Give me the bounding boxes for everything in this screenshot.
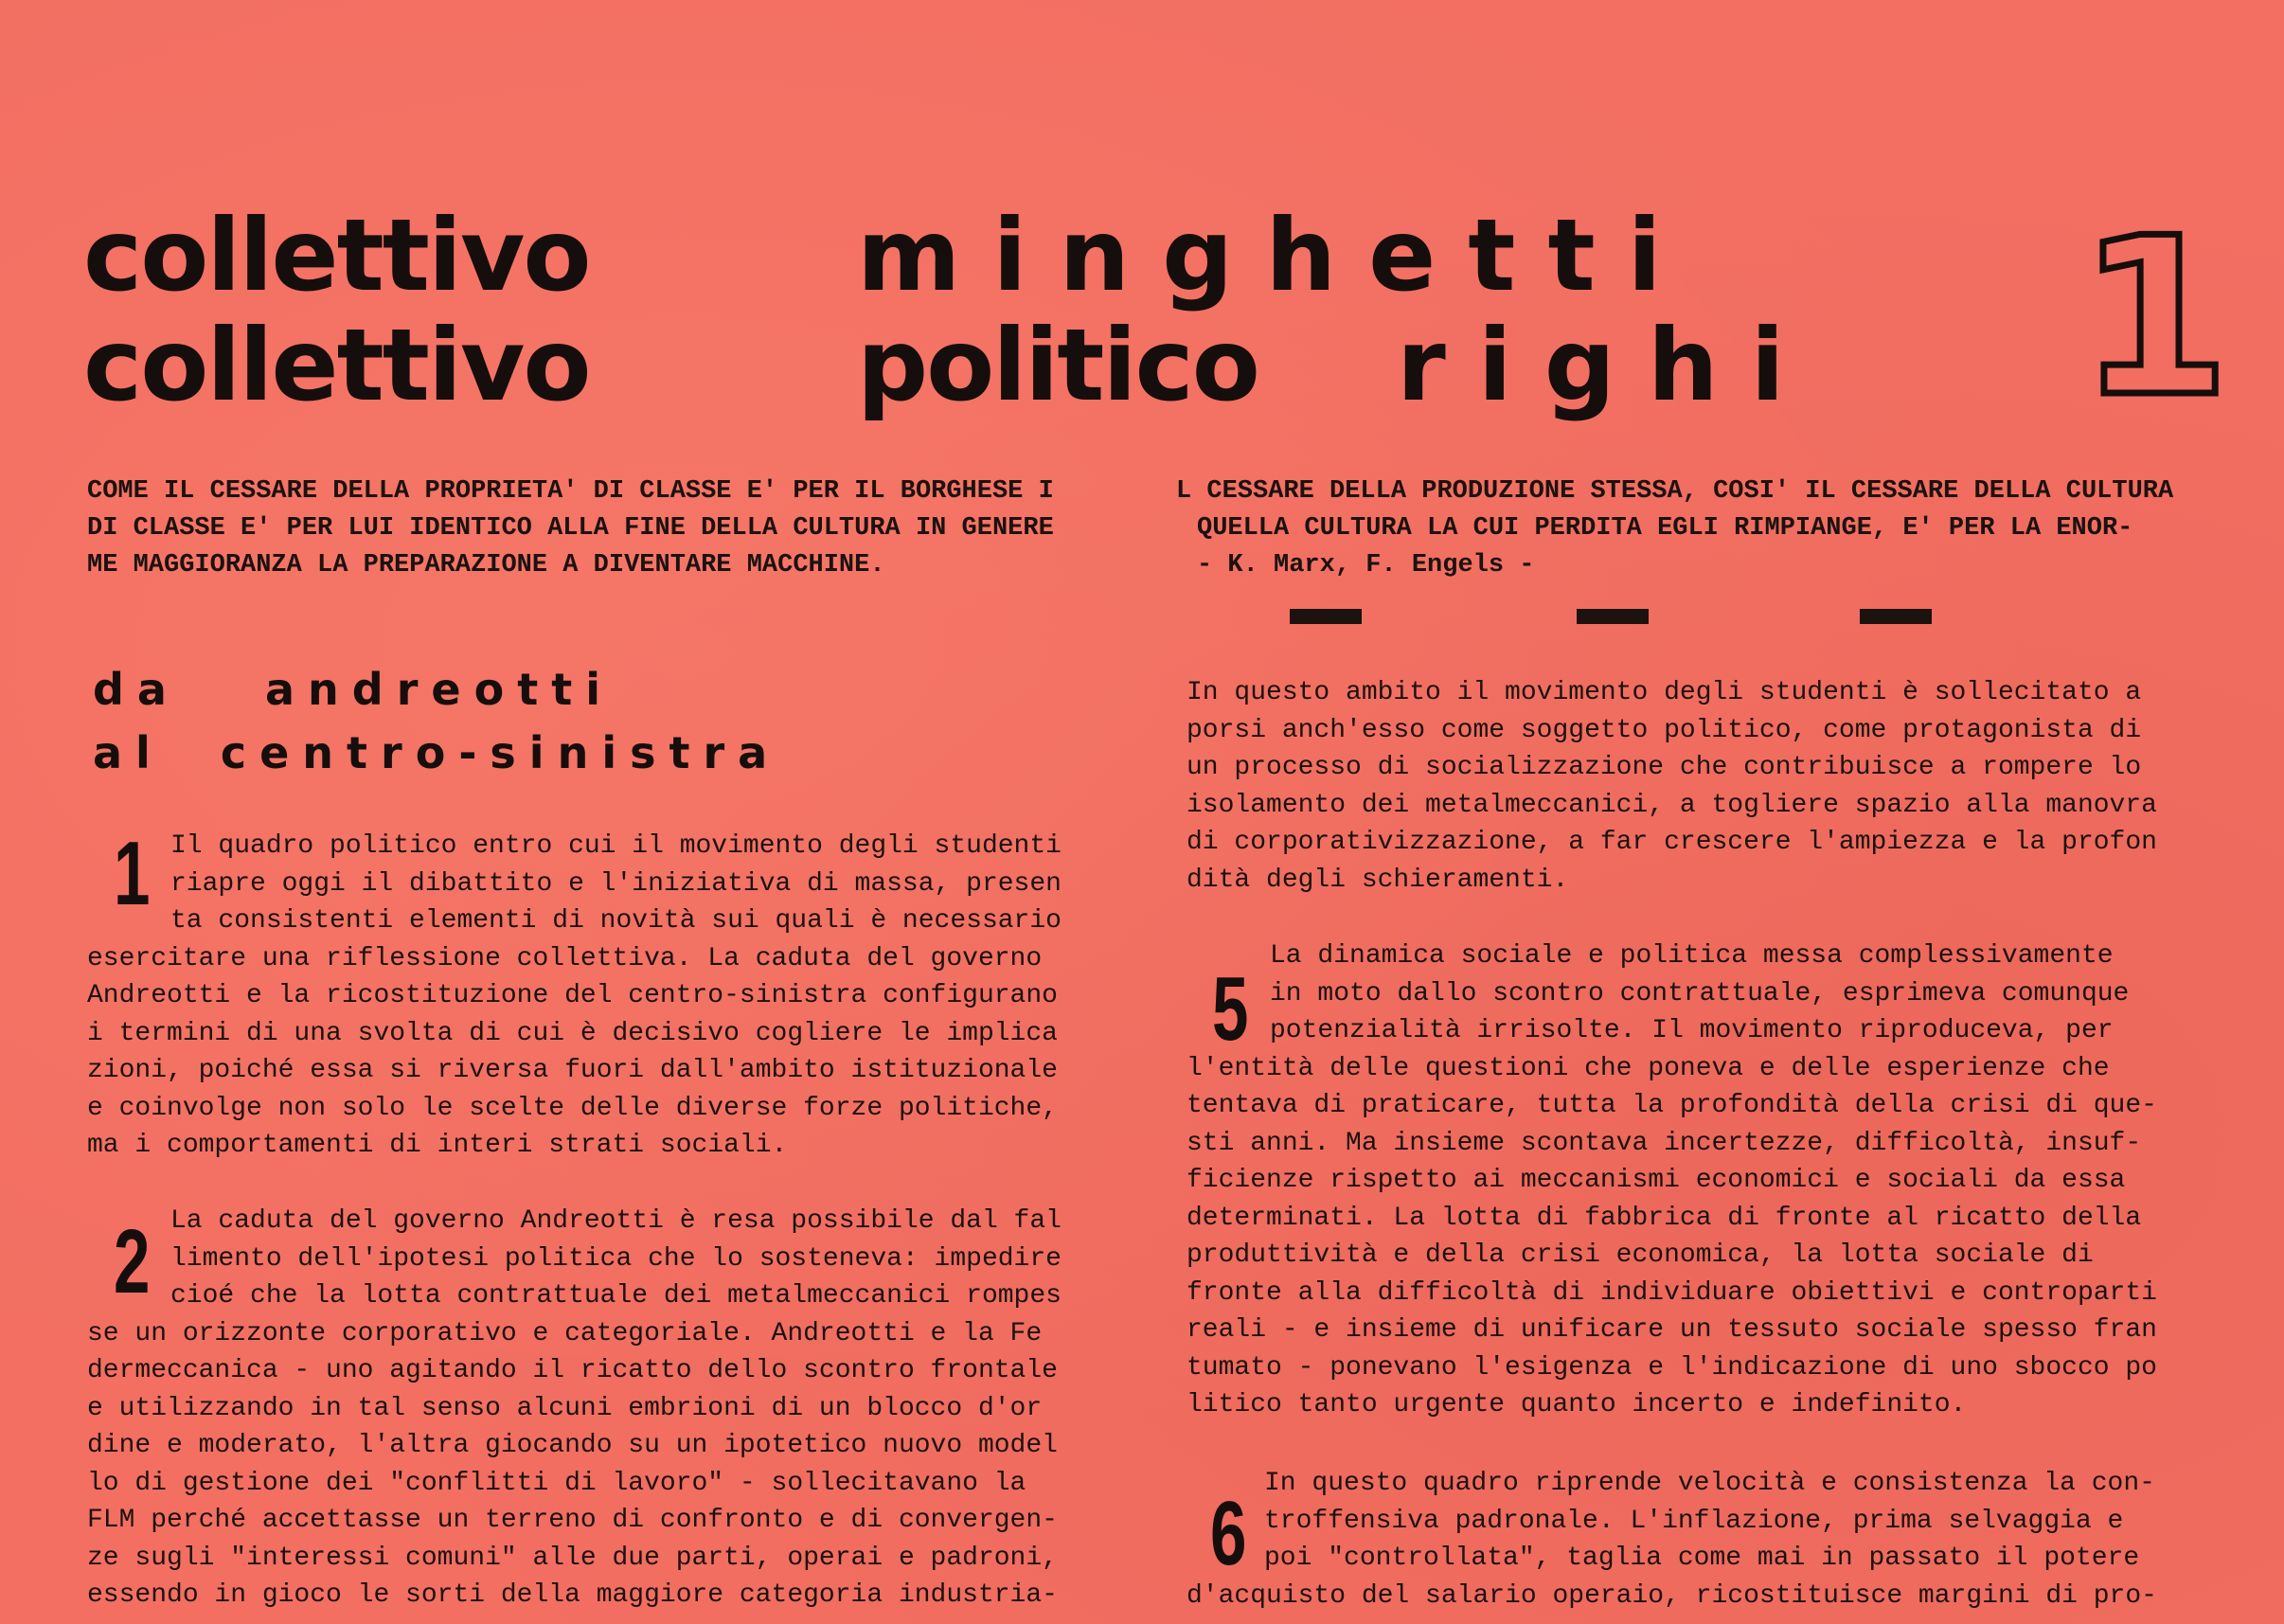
text-line: tumato - ponevano l'esigenza e l'indicazione di uno sbocco po	[1187, 1352, 2157, 1383]
section-number: 6	[1210, 1483, 1247, 1584]
epigraph-attribution: - K. Marx, F. Engels -	[1197, 551, 1535, 580]
text-line: poi "controllata", taglia come mai in passato il potere	[1264, 1544, 2140, 1573]
text-line: lo di gestione dei "conflitti di lavoro" - sollecitavano la	[87, 1468, 1026, 1498]
section-number: 2	[114, 1211, 151, 1312]
masthead-minghetti: minghetti	[857, 198, 1694, 313]
text-line: potenzialità irrisolte. Il movimento riproduceva, per	[1270, 1016, 2114, 1045]
text-line: isolamento dei metalmeccanici, a togliere spazio alla manovra	[1187, 790, 2157, 820]
section-1-text	[87, 823, 1110, 1165]
epigraph-line: QUELLA CULTURA LA CUI PERDITA EGLI RIMPIANGE, E' PER LA ENOR-	[1197, 514, 2133, 543]
epigraph-line: ME MAGGIORANZA LA PREPARAZIONE A DIVENTARE MACCHINE.	[87, 551, 885, 580]
text-line: dermeccanica - uno agitando il ricatto dello scontro frontale	[87, 1356, 1058, 1385]
text-line: Andreotti e la ricostituzione del centro-sinistra configurano	[87, 981, 1058, 1010]
text-line: determinati. La lotta di fabbrica di fronte al ricatto della	[1187, 1203, 2142, 1233]
text-line: zioni, poiché essa si riversa fuori dall'ambito istituzionale	[87, 1056, 1058, 1085]
text-line: ma i comportamenti di interi strati sociali.	[87, 1131, 788, 1160]
text-line: dità degli schieramenti.	[1187, 865, 1569, 895]
article-heading-line1: da andreotti	[93, 664, 614, 715]
text-line: di corporativizzazione, a far crescere l'ampiezza e la profon	[1187, 828, 2157, 857]
text-line: i termini di una svolta di cui è decisivo cogliere le implica	[87, 1018, 1058, 1048]
text-line: se un orizzonte corporativo e categoriale. Andreotti e la Fe	[87, 1318, 1043, 1348]
text-line: La caduta del governo Andreotti è resa possibile dal fal	[170, 1206, 1062, 1236]
right-column-intro	[1187, 674, 2257, 899]
text-line: essendo in gioco le sorti della maggiore categoria industria-	[87, 1580, 1058, 1610]
text-line: in moto dallo scontro contrattuale, esprimeva comunque	[1270, 978, 2130, 1008]
masthead-righi: righi	[1397, 308, 1817, 423]
text-line: In questo quadro riprende velocità e consistenza la con-	[1264, 1469, 2155, 1498]
text-line: produttività e della crisi economica, la lotta sociale di	[1187, 1240, 2094, 1270]
text-line: La dinamica sociale e politica messa complessivamente	[1270, 941, 2114, 971]
epigraph-line: DI CLASSE E' PER LUI IDENTICO ALLA FINE DELLA CULTURA IN GENERE	[87, 514, 1054, 543]
issue-number: 1	[2079, 192, 2231, 445]
text-line: litico tanto urgente quanto incerto e indefinito.	[1187, 1390, 1967, 1419]
epigraph-line: COME IL CESSARE DELLA PROPRIETA' DI CLASSE E' PER IL BORGHESE I	[87, 477, 1054, 506]
separator-dash	[1860, 609, 1932, 624]
epigraph-left	[87, 473, 1176, 584]
text-line: limento dell'ipotesi politica che lo sosteneva: impedire	[170, 1243, 1062, 1274]
text-line: esercitare una riflessione collettiva. La caduta del governo	[87, 943, 1043, 973]
text-line: cioé che la lotta contrattuale dei metalmeccanici rompes	[170, 1281, 1062, 1311]
separator-dash	[1290, 609, 1362, 624]
section-number: 5	[1212, 958, 1249, 1060]
text-line: In questo ambito il movimento degli studenti è sollecitato a	[1187, 678, 2142, 707]
text-line: l'entità delle questioni che poneva e delle esperienze che	[1187, 1053, 2110, 1083]
text-line: porsi anch'esso come soggetto politico, come protagonista di	[1187, 715, 2142, 745]
epigraph-right	[1176, 473, 2246, 584]
text-line: e coinvolge non solo le scelte delle diverse forze politiche,	[87, 1093, 1058, 1123]
section-6-text	[1187, 1465, 2257, 1615]
section-5-text	[1187, 937, 2257, 1424]
text-line: dine e moderato, l'altra giocando su un ipotetico nuovo model	[87, 1431, 1058, 1460]
article-heading-line2: al centro-sinistra	[93, 727, 781, 778]
text-line: Il quadro politico entro cui il movimento degli studenti	[170, 831, 1062, 861]
section-2-text	[87, 1203, 1110, 1615]
text-line: ta consistenti elementi di novità sui quali è necessario	[170, 906, 1062, 936]
text-line: e utilizzando in tal senso alcuni embrioni di un blocco d'or	[87, 1393, 1043, 1423]
text-line: tentava di praticare, tutta la profondità della crisi di que-	[1187, 1091, 2157, 1120]
masthead-politico: politico	[857, 308, 1258, 423]
text-line: ze sugli "interessi comuni" alle due parti, operai e padroni,	[87, 1543, 1058, 1573]
section-number: 1	[114, 823, 151, 924]
text-line: fronte alla difficoltà di individuare obiettivi e controparti	[1187, 1277, 2157, 1308]
text-line: riapre oggi il dibattito e l'iniziativa di massa, presen	[170, 868, 1062, 899]
text-line: un processo di socializzazione che contribuisce a rompere lo	[1187, 753, 2142, 782]
text-line: d'acquisto del salario operaio, ricostituisce margini di pro-	[1187, 1580, 2157, 1611]
separator-dash	[1577, 609, 1649, 624]
text-line: ficienze rispetto ai meccanismi economici e sociali da essa	[1187, 1166, 2126, 1195]
masthead-collettivo-1: collettivo	[83, 198, 590, 313]
text-line: troffensiva padronale. L'inflazione, prima selvaggia e	[1264, 1506, 2124, 1536]
text-line: reali - e insieme di unificare un tessuto sociale spesso fran	[1187, 1315, 2157, 1345]
epigraph-line: L CESSARE DELLA PRODUZIONE STESSA, COSI' IL CESSARE DELLA CULTURA	[1176, 477, 2174, 506]
text-line: FLM perché accettasse un terreno di confronto e di convergen-	[87, 1506, 1058, 1535]
text-line: sti anni. Ma insieme scontava incertezze, difficoltà, insuf-	[1187, 1128, 2142, 1158]
masthead-collettivo-2: collettivo	[83, 308, 590, 423]
